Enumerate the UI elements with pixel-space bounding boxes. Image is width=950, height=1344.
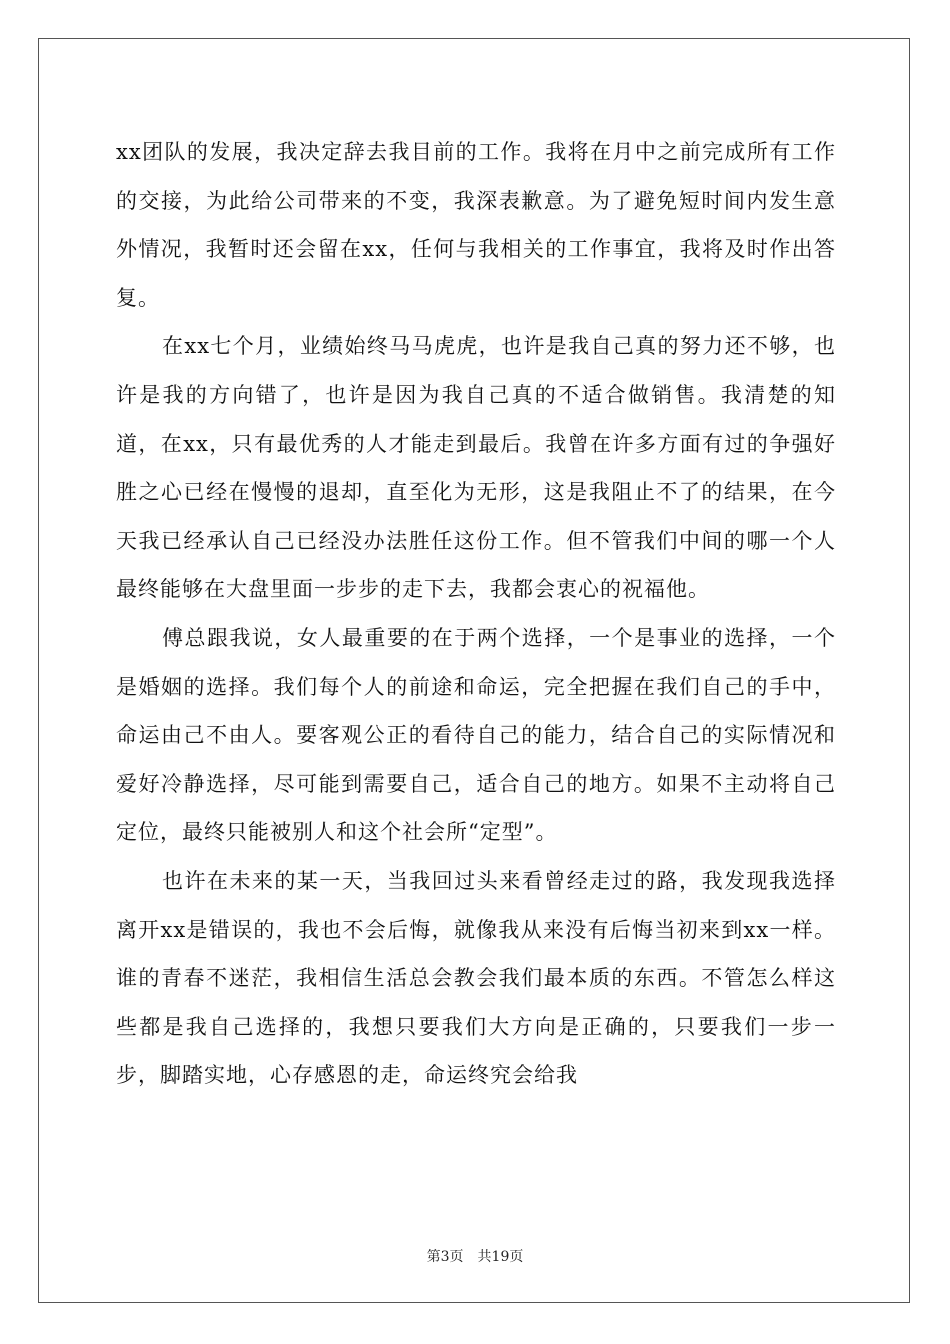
document-body — [116, 128, 836, 1100]
page-footer — [0, 1246, 950, 1266]
paragraph-2: 在xx七个月，业绩始终马马虎虎，也许是我自己真的努力还不够，也许是我的方向错了，也许是因为我自己真的不适合做销售。我清楚的知道，在xx，只有最优秀的人才能走到最后。我曾在许多方面有过的争强好胜之心已经在慢慢的退却，直至化为无形，这是我阻止不了的结果，在今天我已经承认自己已经没办法胜任这份工作。但不管我们中间的哪一个人最终能够在大盘里面一步步的走下去，我都会衷心的祝福他。 — [116, 334, 836, 602]
paragraph-3: 傅总跟我说，女人最重要的在于两个选择，一个是事业的选择，一个是婚姻的选择。我们每个人的前途和命运，完全把握在我们自己的手中，命运由己不由人。要客观公正的看待自己的能力，结合自己的实际情况和爱好冷静选择，尽可能到需要自己，适合自己的地方。如果不主动将自己定位，最终只能被别人和这个社会所“定型”。 — [116, 625, 836, 845]
paragraph-1: xx团队的发展，我决定辞去我目前的工作。我将在月中之前完成所有工作的交接，为此给公司带来的不变，我深表歉意。为了避免短时间内发生意外情况，我暂时还会留在xx，任何与我相关的工作事宜，我将及时作出答复。 — [116, 140, 836, 310]
page-number: 第3页 — [426, 1249, 464, 1265]
page-total: 共19页 — [477, 1249, 524, 1265]
paragraph-4: 也许在未来的某一天，当我回过头来看曾经走过的路，我发现我选择离开xx是错误的，我也不会后悔，就像我从来没有后悔当初来到xx一样。谁的青春不迷茫，我相信生活总会教会我们最本质的东西。不管怎么样这些都是我自己选择的，我想只要我们大方向是正确的，只要我们一步一步，脚踏实地，心存感恩的走，命运终究会给我 — [116, 868, 836, 1088]
